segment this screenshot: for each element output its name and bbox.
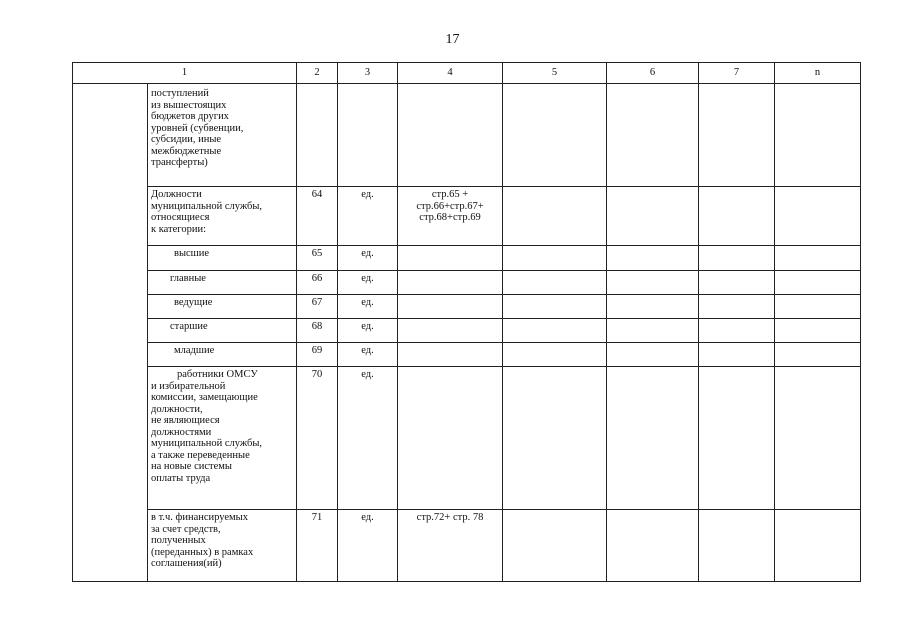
row-label: младшие	[148, 343, 297, 367]
column-header-6: 6	[607, 63, 699, 84]
row-code: 71	[297, 510, 338, 582]
row-cell-n	[775, 187, 861, 246]
column-header-4: 4	[398, 63, 503, 84]
row-cell-5	[503, 295, 607, 319]
row-cell-n	[775, 343, 861, 367]
row-label: высшие	[148, 246, 297, 271]
row-cell-6	[607, 271, 699, 295]
row-formula	[398, 84, 503, 187]
row-cell-7	[699, 510, 775, 582]
row-formula: стр.65 + стр.66+стр.67+ стр.68+стр.69	[398, 187, 503, 246]
row-label: поступлений из вышестоящих бюджетов других уровней (субвенции, субсидии, иные межбюджетные трансферты)	[148, 84, 297, 187]
row-cell-6	[607, 343, 699, 367]
table-row	[73, 319, 861, 343]
row-code: 68	[297, 319, 338, 343]
row-unit: ед.	[338, 271, 398, 295]
table-row	[73, 343, 861, 367]
row-label: в т.ч. финансируемых за счет средств, полученных (переданных) в рамках соглашения(ий)	[148, 510, 297, 582]
row-cell-6	[607, 319, 699, 343]
row-cell-7	[699, 367, 775, 510]
row-unit: ед.	[338, 246, 398, 271]
row-cell-5	[503, 343, 607, 367]
row-cell-7	[699, 343, 775, 367]
table-row	[73, 271, 861, 295]
row-cell-6	[607, 367, 699, 510]
row-cell-n	[775, 295, 861, 319]
row-cell-6	[607, 187, 699, 246]
row-cell-5	[503, 187, 607, 246]
row-label: ведущие	[148, 295, 297, 319]
column-header-7: 7	[699, 63, 775, 84]
row-label: Должности муниципальной службы, относящиеся к категории:	[148, 187, 297, 246]
row-cell-n	[775, 271, 861, 295]
row-code	[297, 84, 338, 187]
row-cell-7	[699, 319, 775, 343]
row-formula: стр.72+ стр. 78	[398, 510, 503, 582]
row-label: работники ОМСУ и избирательной комиссии, замещающие должности, не являющиеся должностями муниципальной службы, а также переведенные на новые системы оплаты труда	[148, 367, 297, 510]
left-margin-cell	[73, 84, 148, 582]
row-cell-n	[775, 246, 861, 271]
row-unit: ед.	[338, 295, 398, 319]
row-cell-n	[775, 319, 861, 343]
table-row	[73, 246, 861, 271]
row-cell-n	[775, 84, 861, 187]
column-header-n: n	[775, 63, 861, 84]
row-formula	[398, 343, 503, 367]
header-row	[73, 63, 861, 84]
column-header-2: 2	[297, 63, 338, 84]
row-cell-5	[503, 367, 607, 510]
page-number: 17	[445, 32, 460, 47]
row-cell-n	[775, 510, 861, 582]
row-cell-5	[503, 510, 607, 582]
column-header-5: 5	[503, 63, 607, 84]
row-code: 70	[297, 367, 338, 510]
row-code: 69	[297, 343, 338, 367]
row-label: главные	[148, 271, 297, 295]
row-formula	[398, 319, 503, 343]
row-cell-5	[503, 319, 607, 343]
row-cell-7	[699, 271, 775, 295]
row-unit: ед.	[338, 187, 398, 246]
column-header-1: 1	[73, 63, 297, 84]
row-cell-5	[503, 84, 607, 187]
row-cell-6	[607, 84, 699, 187]
row-cell-6	[607, 510, 699, 582]
report-table	[72, 62, 861, 582]
row-cell-7	[699, 295, 775, 319]
column-header-3: 3	[338, 63, 398, 84]
row-unit: ед.	[338, 319, 398, 343]
row-formula	[398, 295, 503, 319]
row-cell-6	[607, 295, 699, 319]
row-cell-5	[503, 271, 607, 295]
row-code: 65	[297, 246, 338, 271]
table-row	[73, 187, 861, 246]
row-cell-n	[775, 367, 861, 510]
row-cell-5	[503, 246, 607, 271]
row-code: 67	[297, 295, 338, 319]
table-row	[73, 295, 861, 319]
row-code: 66	[297, 271, 338, 295]
row-unit: ед.	[338, 510, 398, 582]
row-cell-7	[699, 84, 775, 187]
row-unit: ед.	[338, 343, 398, 367]
row-cell-6	[607, 246, 699, 271]
row-code: 64	[297, 187, 338, 246]
table-row	[73, 510, 861, 582]
row-label: старшие	[148, 319, 297, 343]
row-cell-7	[699, 187, 775, 246]
row-formula	[398, 271, 503, 295]
row-formula	[398, 246, 503, 271]
row-unit	[338, 84, 398, 187]
table-row	[73, 367, 861, 510]
row-cell-7	[699, 246, 775, 271]
row-unit: ед.	[338, 367, 398, 510]
row-formula	[398, 367, 503, 510]
table-row	[73, 84, 861, 187]
